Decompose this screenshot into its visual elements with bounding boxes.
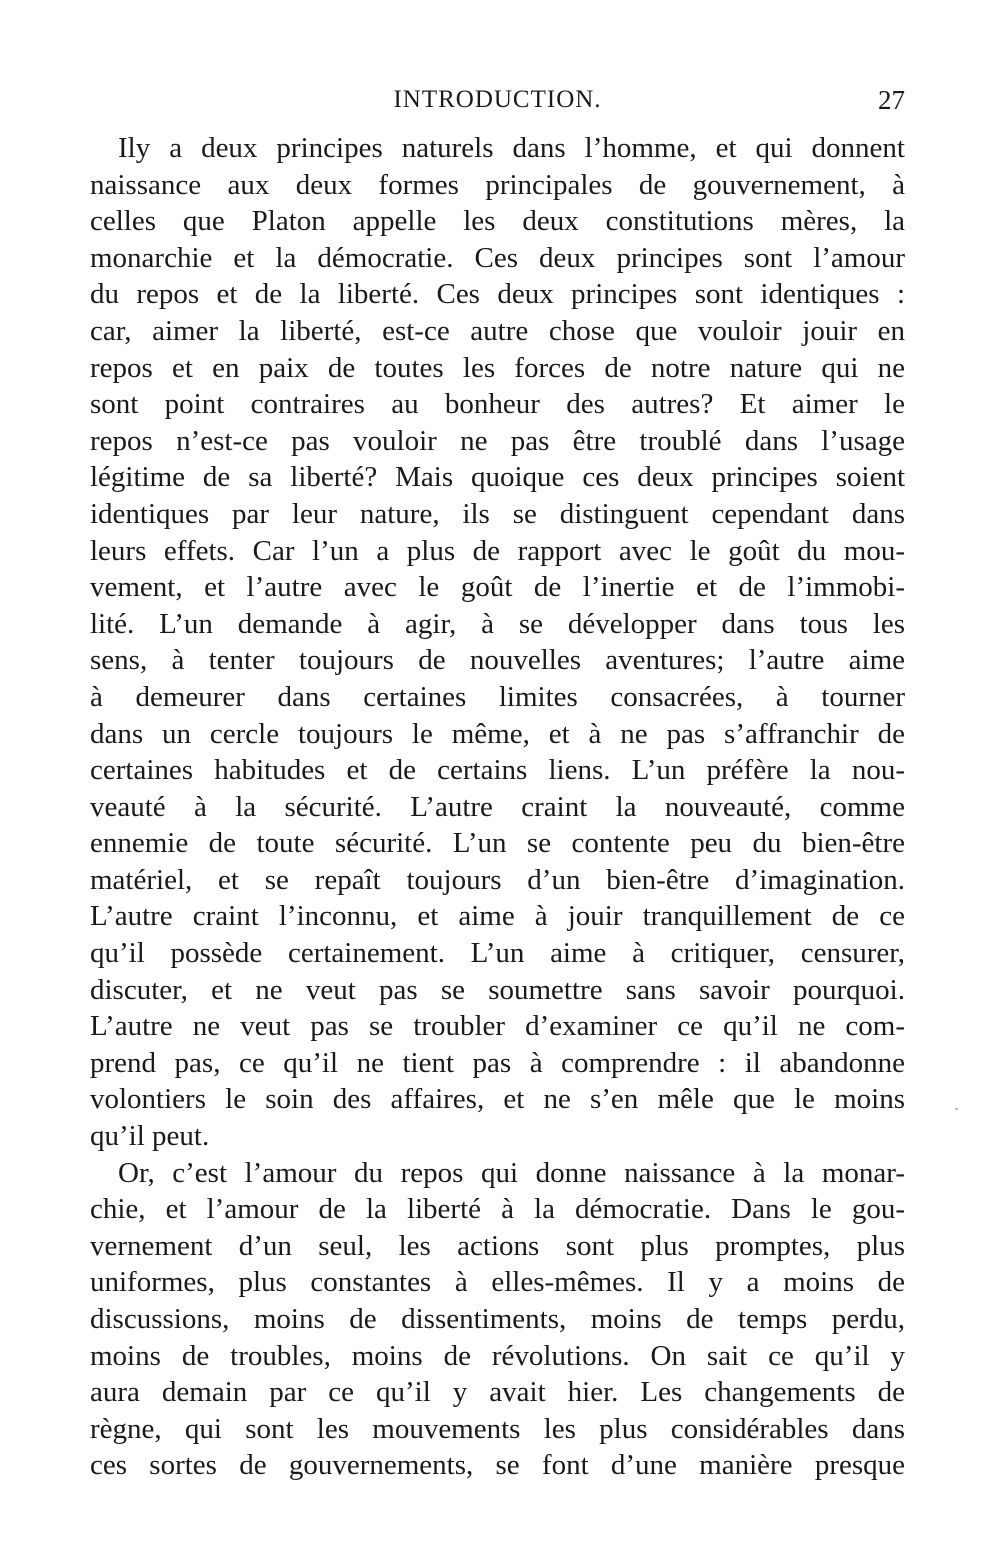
- scan-speck: [955, 1108, 958, 1110]
- text-line: repos n’est-ce pas vouloir ne pas être troublé dans l’usage: [90, 424, 905, 457]
- text-line: veauté à la sécurité. L’autre craint la nouveauté, comme: [90, 790, 905, 823]
- text-line: car, aimer la liberté, est-ce autre chose que vouloir jouir en: [90, 314, 905, 347]
- text-line: Ily a deux principes naturels dans l’homme, et qui donnent: [118, 132, 905, 164]
- text-line: moins de troubles, moins de révolutions. On sait ce qu’il y: [90, 1339, 905, 1372]
- page-number: 27: [878, 85, 905, 115]
- text-line: Or, c’est l’amour du repos qui donne naissance à la monar-: [118, 1156, 905, 1189]
- text-line: du repos et de la liberté. Ces deux principes sont identiques :: [90, 278, 905, 311]
- text-line: dans un cercle toujours le même, et à ne pas s’affranchir de: [90, 717, 905, 750]
- body-text: [90, 130, 905, 1484]
- text-line: sont point contraires au bonheur des autres? Et aimer le: [90, 388, 905, 421]
- text-line: uniformes, plus constantes à elles-mêmes. Il y a moins de: [90, 1266, 905, 1299]
- text-line: vernement d’un seul, les actions sont plus promptes, plus: [90, 1229, 905, 1262]
- text-line: naissance aux deux formes principales de gouvernement, à: [90, 168, 905, 201]
- text-line: règne, qui sont les mouvements les plus considérables dans: [90, 1412, 905, 1445]
- text-line: celles que Platon appelle les deux constitutions mères, la: [90, 205, 905, 238]
- text-line: L’autre craint l’inconnu, et aime à jouir tranquillement de ce: [90, 900, 905, 933]
- text-line: prend pas, ce qu’il ne tient pas à comprendre : il abandonne: [90, 1046, 905, 1079]
- text-line: leurs effets. Car l’un a plus de rapport avec le goût du mou-: [90, 534, 905, 567]
- text-line: L’autre ne veut pas se troubler d’examiner ce qu’il ne com-: [90, 1010, 905, 1043]
- text-line: chie, et l’amour de la liberté à la démocratie. Dans le gou-: [90, 1193, 905, 1226]
- text-line: lité. L’un demande à agir, à se développer dans tous les: [90, 607, 905, 640]
- text-line: matériel, et se repaît toujours d’un bien-être d’imagination.: [90, 863, 905, 896]
- running-title: INTRODUCTION.: [393, 86, 602, 113]
- text-line: certaines habitudes et de certains liens. L’un préfère la nou-: [90, 754, 905, 787]
- text-line: volontiers le soin des affaires, et ne s’en mêle que le moins: [90, 1083, 905, 1116]
- text-line: monarchie et la démocratie. Ces deux principes sont l’amour: [90, 241, 905, 274]
- text-line: discussions, moins de dissentiments, moins de temps perdu,: [90, 1303, 905, 1335]
- text-line: à demeurer dans certaines limites consacrées, à tourner: [90, 680, 905, 713]
- text-line: repos et en paix de toutes les forces de notre nature qui ne: [90, 351, 905, 384]
- text-line: légitime de sa liberté? Mais quoique ces deux principes soient: [90, 461, 905, 494]
- text-line: ennemie de toute sécurité. L’un se contente peu du bien-être: [90, 827, 905, 860]
- text-line: aura demain par ce qu’il y avait hier. Les changements de: [90, 1376, 905, 1409]
- text-line: vement, et l’autre avec le goût de l’inertie et de l’immobi-: [90, 571, 905, 604]
- text-line: qu’il possède certainement. L’un aime à critiquer, censurer,: [90, 937, 905, 970]
- text-line: qu’il peut.: [90, 1120, 210, 1153]
- running-head: [90, 82, 905, 122]
- text-line: identiques par leur nature, ils se distinguent cependant dans: [90, 497, 905, 530]
- text-line: discuter, et ne veut pas se soumettre sans savoir pourquoi.: [90, 973, 905, 1006]
- text-line: ces sortes de gouvernements, se font d’une manière presque: [90, 1449, 905, 1482]
- text-line: sens, à tenter toujours de nouvelles aventures; l’autre aime: [90, 644, 905, 677]
